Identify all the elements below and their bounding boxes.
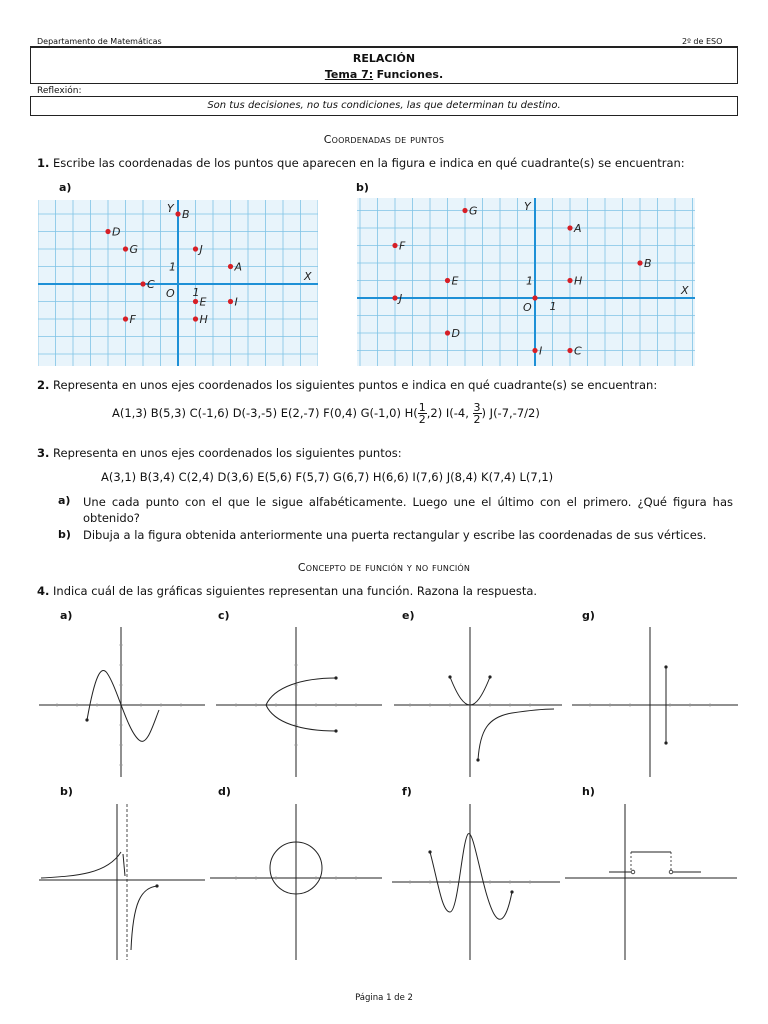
- q2-i-numerator: 3: [473, 401, 481, 414]
- q2-points-b: ,2) I(-4,: [426, 406, 473, 420]
- fig-a-y-label: Y: [167, 202, 174, 215]
- q2-number: 2.: [37, 378, 50, 392]
- fig-b-origin-label: O: [523, 301, 532, 314]
- q3-a-text: Une cada punto con el que le sigue alfabéticamente. Luego une el último con el primero. ¿Qué figura has obtenido?: [83, 495, 733, 525]
- fig-a-point-label-I: I: [234, 295, 238, 309]
- q4-text: Indica cuál de las gráficas siguientes representan una función. Razona la respuesta.: [53, 584, 538, 598]
- q3-b-text: Dibuja a la figura obtenida anteriormente una puerta rectangular y escribe las coordenadas de sus vértices.: [83, 528, 707, 542]
- fig-b-point-G: [462, 208, 467, 213]
- q3-points: A(3,1) B(3,4) C(2,4) D(3,6) E(5,6) F(5,7) G(6,7) H(6,6) I(7,6) J(8,4) K(7,4) L(7,1): [101, 470, 554, 484]
- graph-b-left-tip: [123, 854, 125, 876]
- fig-a-point-label-D: D: [112, 225, 121, 239]
- tema-prefix: Tema 7:: [324, 68, 374, 81]
- q3-b-label: b): [58, 528, 71, 541]
- graph-d: [208, 802, 384, 962]
- fig-a-point-A: [228, 264, 233, 269]
- q2-h-denominator: 2: [418, 413, 426, 426]
- q3-text: Representa en unos ejes coordenados los siguientes puntos:: [53, 446, 402, 460]
- graph-c-endpoint-top: [334, 676, 337, 679]
- graph-label-d: d): [218, 785, 231, 798]
- section-concepto-funcion: Concepto de función y no función: [297, 561, 471, 574]
- figure-b-grid: [357, 198, 695, 366]
- graph-e-endpoint-left: [448, 675, 451, 678]
- q2-points-a: A(1,3) B(5,3) C(-1,6) D(-3,-5) E(2,-7) F(0,4) G(-1,0) H(: [112, 406, 418, 420]
- fig-b-point-label-E: E: [451, 274, 459, 288]
- q1-label-b: b): [356, 181, 369, 194]
- reflexion-quote: Son tus decisiones, no tus condiciones, las que determinan tu destino.: [207, 100, 561, 111]
- q2-text: Representa en unos ejes coordenados los siguientes puntos e indica en qué cuadrante(s) se encuentran:: [53, 378, 658, 392]
- fig-b-point-C: [567, 348, 572, 353]
- fig-b-point-label-I: I: [539, 344, 543, 358]
- fig-b-point-D: [445, 330, 450, 335]
- graph-a-curve: [87, 670, 159, 741]
- fig-a-point-label-C: C: [147, 278, 155, 291]
- graph-e: [392, 625, 564, 780]
- title-box: [30, 47, 738, 84]
- question-4: [37, 584, 747, 598]
- graph-f: [390, 802, 562, 962]
- graph-label-h: h): [582, 785, 595, 798]
- graph-b-endpoint: [155, 884, 158, 887]
- fig-b-point-H: [567, 278, 572, 283]
- q3-a-label: a): [58, 494, 71, 507]
- graph-h-open-point-left: [631, 870, 635, 874]
- fig-b-point-label-D: D: [451, 327, 460, 340]
- reflexion-label: Reflexión:: [37, 86, 82, 96]
- fig-b-point-label-B: B: [644, 257, 652, 270]
- fig-a-one-y-label: 1: [169, 260, 176, 274]
- graph-b: [37, 802, 207, 962]
- graph-h-open-point-right: [669, 870, 673, 874]
- fig-a-point-D: [105, 229, 110, 234]
- fig-a-point-J: [193, 246, 198, 251]
- fig-b-one-x-label: 1: [549, 300, 557, 313]
- fig-b-point-F: [392, 243, 397, 248]
- graph-label-e: e): [402, 609, 415, 622]
- graph-b-right-branch: [131, 886, 157, 950]
- level-label: 2º de ESO: [682, 37, 723, 46]
- q1-number: 1.: [37, 156, 50, 170]
- fig-a-point-F: [123, 316, 128, 321]
- fig-b-point: [532, 295, 537, 300]
- fig-a-point-G: [123, 246, 128, 251]
- fig-b-point-label-G: G: [469, 204, 478, 218]
- fig-b-point-B: [637, 260, 642, 265]
- fig-b-one-y-label: 1: [526, 274, 533, 288]
- graph-g-endpoint-top: [664, 665, 667, 668]
- graph-label-f: f): [402, 785, 412, 798]
- graph-h: [563, 802, 739, 962]
- graph-e-endpoint-right: [488, 675, 491, 678]
- fig-a-origin-label: O: [166, 287, 175, 300]
- graph-e-hyperbola: [478, 709, 554, 760]
- fig-a-point-label-A: A: [234, 260, 243, 274]
- section-coordenadas: Coordenadas de puntos: [323, 133, 445, 146]
- q2-fraction-h: [418, 402, 427, 425]
- fig-b-point-label-C: C: [574, 344, 582, 358]
- fig-a-point-label-B: B: [182, 208, 190, 221]
- graph-f-endpoint-left: [428, 850, 431, 853]
- q2-fraction-i: [473, 402, 482, 425]
- q1-label-a: a): [59, 181, 72, 194]
- graph-label-a: a): [60, 609, 73, 622]
- question-3: [37, 446, 747, 460]
- graph-g-endpoint-bottom: [664, 741, 667, 744]
- question-2: [37, 378, 747, 392]
- department-label: Departamento de Matemáticas: [37, 37, 162, 46]
- question-1: [37, 156, 747, 170]
- q1-text: Escribe las coordenadas de los puntos que aparecen en la figura e indica en qué cuadrante(s) se encuentran:: [53, 156, 685, 170]
- graph-label-g: g): [582, 609, 595, 622]
- graph-c-endpoint-bottom: [334, 729, 337, 732]
- fig-b-point-I: [532, 348, 537, 353]
- fig-a-point-H: [193, 316, 198, 321]
- tema-title: [31, 68, 737, 81]
- q2-points-c: ) J(-7,-7/2): [481, 406, 540, 420]
- fig-b-y-label: Y: [524, 200, 531, 213]
- reflexion-box: [30, 96, 738, 116]
- q4-number: 4.: [37, 584, 50, 598]
- graph-f-endpoint-right: [510, 890, 513, 893]
- tema-name: Funciones.: [376, 68, 444, 81]
- fig-a-point-label-E: E: [199, 295, 207, 309]
- relacion-title: RELACIÓN: [352, 52, 416, 65]
- graph-c: [214, 625, 384, 780]
- graph-label-b: b): [60, 785, 73, 798]
- graph-b-left-branch: [41, 852, 121, 878]
- q2-h-numerator: 1: [418, 401, 426, 414]
- fig-a-point-label-F: F: [129, 313, 136, 326]
- fig-b-point-label-J: J: [399, 292, 403, 305]
- graph-f-curve: [430, 834, 512, 920]
- fig-a-point-I: [228, 299, 233, 304]
- fig-b-point-label-A: A: [574, 222, 582, 235]
- fig-a-point-B: [175, 211, 180, 216]
- fig-b-point-A: [567, 225, 572, 230]
- q3-number: 3.: [37, 446, 50, 460]
- fig-b-point-label-H: H: [574, 274, 583, 288]
- fig-a-point-E: [193, 299, 198, 304]
- q2-i-denominator: 2: [473, 413, 481, 426]
- graph-g: [570, 625, 740, 780]
- fig-a-point-C: [140, 281, 145, 286]
- fig-a-point-label-J: J: [199, 243, 203, 256]
- fig-b-point-E: [445, 278, 450, 283]
- fig-b-point-label-F: F: [399, 239, 406, 253]
- q2-points: [112, 402, 540, 425]
- graph-a: [37, 625, 207, 780]
- fig-a-point-label-H: H: [199, 313, 208, 326]
- graph-e-endpoint-bottom: [476, 758, 479, 761]
- page-footer: Página 1 de 2: [355, 993, 413, 1003]
- fig-a-point-label-G: G: [129, 243, 139, 256]
- fig-b-x-label: X: [681, 284, 689, 297]
- graph-label-c: c): [218, 609, 230, 622]
- fig-a-x-label: X: [304, 270, 312, 283]
- fig-b-point-J: [392, 295, 397, 300]
- figure-a-grid: [38, 200, 318, 366]
- fig-a-one-x-label: 1: [192, 286, 200, 299]
- graph-a-endpoint: [85, 718, 88, 721]
